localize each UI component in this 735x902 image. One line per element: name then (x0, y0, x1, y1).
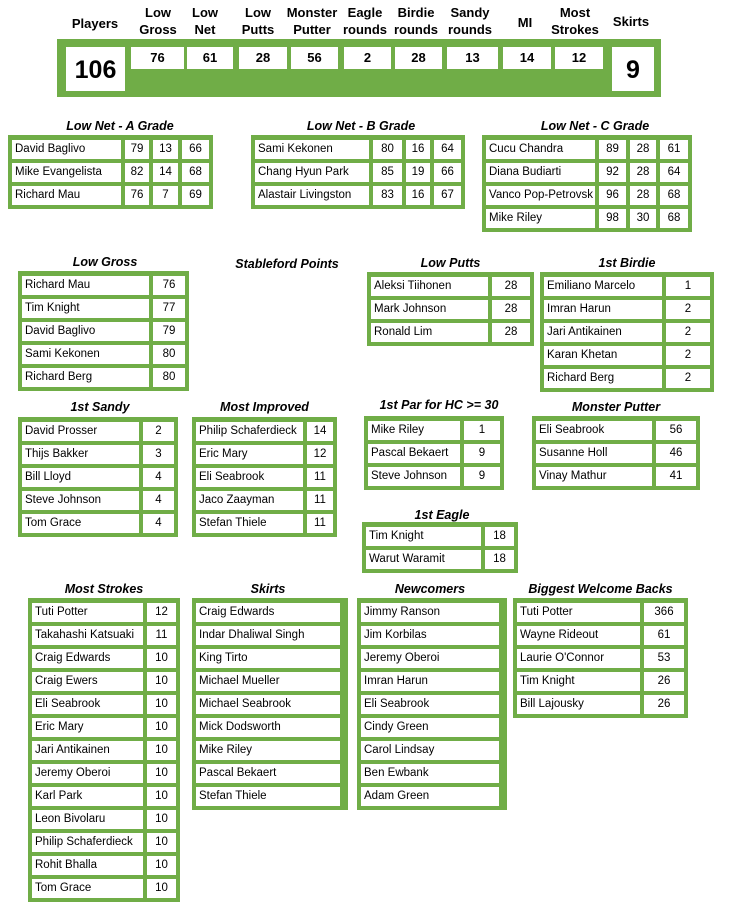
most-strokes-title: Most Strokes (64, 582, 144, 596)
first-eagle-table (362, 522, 518, 573)
table-row (368, 444, 500, 463)
value-cell: 14 (153, 163, 178, 182)
table-row (196, 741, 344, 760)
header-eagle-rounds: Eagle rounds (342, 5, 388, 37)
table-row (196, 445, 333, 464)
player-name-cell: Diana Budiarti (486, 163, 595, 182)
table-row (12, 163, 209, 182)
value-cell: 68 (182, 163, 209, 182)
value-cell: 98 (599, 209, 626, 228)
player-name-cell: Eric Mary (32, 718, 143, 737)
header-monster-putter: Monster Putter (286, 5, 338, 37)
player-name-cell: Rohit Bhalla (32, 856, 143, 875)
player-name-cell: Tom Grace (22, 514, 139, 533)
table-row (361, 695, 503, 714)
table-row (536, 421, 696, 440)
value-cell: 11 (307, 468, 333, 487)
table-row (32, 879, 176, 898)
player-name-cell: Jaco Zaayman (196, 491, 303, 510)
player-name-cell: Richard Berg (544, 369, 662, 388)
player-name-cell: Tim Knight (366, 527, 481, 546)
low-net-a-table (8, 135, 213, 209)
table-row (22, 299, 185, 318)
player-name-cell: Craig Edwards (196, 603, 340, 622)
value-cell: 67 (434, 186, 461, 205)
player-name-cell: Eric Mary (196, 445, 303, 464)
table-row (22, 368, 185, 387)
value-cell: 18 (485, 550, 514, 569)
value-cell: 11 (307, 491, 333, 510)
most-improved-title: Most Improved (220, 400, 309, 414)
stat-skirts: 9 (612, 47, 654, 91)
first-birdie-title: 1st Birdie (598, 256, 656, 270)
player-name-cell: Alastair Livingston (255, 186, 369, 205)
player-name-cell: Jari Antikainen (32, 741, 143, 760)
player-name-cell: Tim Knight (517, 672, 640, 691)
header-low-putts: Low Putts (241, 5, 275, 37)
header-low-net: Low Net (192, 5, 218, 37)
player-name-cell: Mike Evangelista (12, 163, 121, 182)
value-cell: 11 (147, 626, 176, 645)
value-cell: 10 (147, 695, 176, 714)
value-cell: 46 (656, 444, 696, 463)
first-sandy-title: 1st Sandy (70, 400, 130, 414)
player-name-cell: Warut Waramit (366, 550, 481, 569)
player-name-cell: Michael Seabrook (196, 695, 340, 714)
value-cell: 76 (153, 276, 185, 295)
table-row (544, 346, 710, 365)
value-cell: 66 (434, 163, 461, 182)
player-name-cell: Aleksi Tiihonen (371, 277, 488, 296)
table-row (32, 649, 176, 668)
player-name-cell: Bill Lloyd (22, 468, 139, 487)
value-cell: 9 (464, 444, 500, 463)
value-cell: 85 (373, 163, 402, 182)
player-name-cell: Jimmy Ranson (361, 603, 499, 622)
value-cell: 10 (147, 810, 176, 829)
table-row (32, 764, 176, 783)
table-row (544, 300, 710, 319)
table-row (196, 764, 344, 783)
player-name-cell: Chang Hyun Park (255, 163, 369, 182)
player-name-cell: Craig Ewers (32, 672, 143, 691)
table-row (544, 369, 710, 388)
table-row (544, 323, 710, 342)
player-name-cell: Philip Schaferdieck (196, 422, 303, 441)
table-row (32, 856, 176, 875)
stat-low-gross: 76 (131, 47, 184, 69)
table-row (196, 603, 344, 622)
player-name-cell: Mike Riley (196, 741, 340, 760)
value-cell: 79 (153, 322, 185, 341)
table-row (32, 603, 176, 622)
stat-mi: 14 (503, 47, 551, 69)
table-row (22, 345, 185, 364)
player-name-cell: Eli Seabrook (196, 468, 303, 487)
player-name-cell: Stefan Thiele (196, 787, 340, 806)
header-mi: MI (517, 15, 533, 30)
player-name-cell: Mike Riley (368, 421, 460, 440)
table-row (12, 186, 209, 205)
value-cell: 56 (656, 421, 696, 440)
table-row (361, 764, 503, 783)
player-name-cell: Tuti Potter (517, 603, 640, 622)
table-row (32, 741, 176, 760)
table-row (255, 163, 461, 182)
value-cell: 92 (599, 163, 626, 182)
table-row (22, 514, 174, 533)
value-cell: 10 (147, 649, 176, 668)
table-row (361, 626, 503, 645)
first-sandy-table (18, 417, 178, 537)
player-name-cell: Susanne Holl (536, 444, 652, 463)
table-row (32, 833, 176, 852)
table-row (22, 491, 174, 510)
header-sandy-rounds: Sandy rounds (447, 5, 493, 37)
value-cell: 64 (660, 163, 688, 182)
stat-players: 106 (66, 47, 125, 91)
value-cell: 53 (644, 649, 684, 668)
value-cell: 76 (125, 186, 149, 205)
value-cell: 28 (492, 323, 530, 342)
low-net-b-table (251, 135, 465, 209)
value-cell: 61 (644, 626, 684, 645)
stableford-title: Stableford Points (235, 257, 339, 271)
player-name-cell: Bill Lajousky (517, 695, 640, 714)
table-row (32, 695, 176, 714)
value-cell: 28 (492, 300, 530, 319)
player-name-cell: Carol Lindsay (361, 741, 499, 760)
value-cell: 28 (492, 277, 530, 296)
value-cell: 96 (599, 186, 626, 205)
player-name-cell: Emiliano Marcelo (544, 277, 662, 296)
value-cell: 10 (147, 672, 176, 691)
value-cell: 2 (666, 346, 710, 365)
value-cell: 10 (147, 879, 176, 898)
player-name-cell: Eli Seabrook (536, 421, 652, 440)
welcome-backs-title: Biggest Welcome Backs (528, 582, 673, 596)
table-row (196, 422, 333, 441)
low-gross-title: Low Gross (72, 255, 138, 269)
table-row (486, 140, 688, 159)
table-row (196, 672, 344, 691)
player-name-cell: Laurie O'Connor (517, 649, 640, 668)
stat-low-net: 61 (187, 47, 233, 69)
table-row (517, 672, 684, 691)
table-row (371, 277, 530, 296)
value-cell: 9 (464, 467, 500, 486)
value-cell: 89 (599, 140, 626, 159)
table-row (32, 626, 176, 645)
low-net-a-title: Low Net - A Grade (66, 119, 174, 133)
player-name-cell: Cindy Green (361, 718, 499, 737)
value-cell: 2 (666, 369, 710, 388)
newcomers-table (357, 598, 507, 810)
table-row (486, 209, 688, 228)
player-name-cell: Philip Schaferdieck (32, 833, 143, 852)
value-cell: 13 (153, 140, 178, 159)
table-row (196, 626, 344, 645)
table-row (366, 527, 514, 546)
newcomers-title: Newcomers (394, 582, 466, 596)
value-cell: 68 (660, 209, 688, 228)
player-name-cell: Thijs Bakker (22, 445, 139, 464)
stat-most-strokes: 12 (555, 47, 603, 69)
stat-eagle-rounds: 2 (344, 47, 391, 69)
table-row (22, 468, 174, 487)
value-cell: 19 (406, 163, 430, 182)
welcome-backs-table (513, 598, 688, 718)
value-cell: 4 (143, 468, 174, 487)
low-net-b-title: Low Net - B Grade (306, 119, 416, 133)
value-cell: 66 (182, 140, 209, 159)
table-row (196, 787, 344, 806)
table-row (361, 603, 503, 622)
value-cell: 10 (147, 741, 176, 760)
table-row (361, 787, 503, 806)
table-row (517, 695, 684, 714)
stat-sandy-rounds: 13 (447, 47, 498, 69)
value-cell: 30 (630, 209, 656, 228)
header-players: Players (71, 16, 119, 31)
player-name-cell: Karl Park (32, 787, 143, 806)
player-name-cell: Vanco Pop-Petrovsk (486, 186, 595, 205)
player-name-cell: King Tirto (196, 649, 340, 668)
first-par-table (364, 416, 504, 490)
low-putts-title: Low Putts (420, 256, 481, 270)
player-name-cell: Imran Harun (544, 300, 662, 319)
table-row (486, 163, 688, 182)
value-cell: 82 (125, 163, 149, 182)
player-name-cell: Takahashi Katsuaki (32, 626, 143, 645)
value-cell: 28 (630, 186, 656, 205)
player-name-cell: Stefan Thiele (196, 514, 303, 533)
value-cell: 18 (485, 527, 514, 546)
first-birdie-table (540, 272, 714, 392)
player-name-cell: David Prosser (22, 422, 139, 441)
value-cell: 80 (373, 140, 402, 159)
header-low-gross: Low Gross (139, 5, 177, 37)
value-cell: 10 (147, 764, 176, 783)
table-row (22, 422, 174, 441)
table-row (368, 467, 500, 486)
player-name-cell: Vinay Mathur (536, 467, 652, 486)
stat-monster-putter: 56 (291, 47, 338, 69)
table-row (517, 626, 684, 645)
table-row (32, 672, 176, 691)
table-row (255, 140, 461, 159)
value-cell: 10 (147, 718, 176, 737)
player-name-cell: Steve Johnson (368, 467, 460, 486)
low-gross-table (18, 271, 189, 391)
value-cell: 4 (143, 514, 174, 533)
table-row (32, 718, 176, 737)
table-row (536, 444, 696, 463)
table-row (361, 718, 503, 737)
first-eagle-title: 1st Eagle (414, 508, 470, 522)
player-name-cell: Tuti Potter (32, 603, 143, 622)
value-cell: 16 (406, 140, 430, 159)
table-row (196, 514, 333, 533)
value-cell: 79 (125, 140, 149, 159)
value-cell: 12 (307, 445, 333, 464)
value-cell: 10 (147, 833, 176, 852)
most-improved-table (192, 417, 337, 537)
value-cell: 26 (644, 672, 684, 691)
value-cell: 77 (153, 299, 185, 318)
stat-birdie-rounds: 28 (395, 47, 442, 69)
table-row (196, 468, 333, 487)
low-net-c-table (482, 135, 692, 232)
player-name-cell: Sami Kekonen (22, 345, 149, 364)
value-cell: 80 (153, 345, 185, 364)
table-row (361, 649, 503, 668)
value-cell: 4 (143, 491, 174, 510)
player-name-cell: Mick Dodsworth (196, 718, 340, 737)
player-name-cell: Michael Mueller (196, 672, 340, 691)
value-cell: 28 (630, 163, 656, 182)
player-name-cell: Ronald Lim (371, 323, 488, 342)
player-name-cell: Karan Khetan (544, 346, 662, 365)
player-name-cell: Pascal Bekaert (368, 444, 460, 463)
low-net-c-title: Low Net - C Grade (540, 119, 650, 133)
table-row (368, 421, 500, 440)
table-row (32, 810, 176, 829)
player-name-cell: Eli Seabrook (361, 695, 499, 714)
player-name-cell: Richard Mau (22, 276, 149, 295)
monster-putter-title: Monster Putter (571, 400, 661, 414)
value-cell: 61 (660, 140, 688, 159)
table-row (196, 695, 344, 714)
value-cell: 2 (666, 300, 710, 319)
player-name-cell: David Baglivo (22, 322, 149, 341)
table-row (517, 649, 684, 668)
player-name-cell: Jeremy Oberoi (361, 649, 499, 668)
table-row (12, 140, 209, 159)
player-name-cell: Adam Green (361, 787, 499, 806)
player-name-cell: Craig Edwards (32, 649, 143, 668)
player-name-cell: Leon Bivolaru (32, 810, 143, 829)
player-name-cell: Jari Antikainen (544, 323, 662, 342)
low-putts-table (367, 272, 534, 346)
table-row (361, 672, 503, 691)
table-row (517, 603, 684, 622)
header-skirts: Skirts (612, 14, 650, 29)
value-cell: 80 (153, 368, 185, 387)
skirts-table (192, 598, 348, 810)
table-row (536, 467, 696, 486)
table-row (255, 186, 461, 205)
player-name-cell: Wayne Rideout (517, 626, 640, 645)
player-name-cell: Indar Dhaliwal Singh (196, 626, 340, 645)
player-name-cell: Jim Korbilas (361, 626, 499, 645)
value-cell: 3 (143, 445, 174, 464)
value-cell: 28 (630, 140, 656, 159)
player-name-cell: David Baglivo (12, 140, 121, 159)
player-name-cell: Pascal Bekaert (196, 764, 340, 783)
player-name-cell: Richard Mau (12, 186, 121, 205)
value-cell: 2 (666, 323, 710, 342)
table-row (371, 323, 530, 342)
value-cell: 14 (307, 422, 333, 441)
value-cell: 10 (147, 856, 176, 875)
player-name-cell: Ben Ewbank (361, 764, 499, 783)
player-name-cell: Steve Johnson (22, 491, 139, 510)
value-cell: 1 (464, 421, 500, 440)
value-cell: 26 (644, 695, 684, 714)
player-name-cell: Tim Knight (22, 299, 149, 318)
table-row (196, 491, 333, 510)
player-name-cell: Cucu Chandra (486, 140, 595, 159)
value-cell: 69 (182, 186, 209, 205)
player-name-cell: Imran Harun (361, 672, 499, 691)
player-name-cell: Mark Johnson (371, 300, 488, 319)
player-name-cell: Sami Kekonen (255, 140, 369, 159)
header-birdie-rounds: Birdie rounds (393, 5, 439, 37)
table-row (196, 649, 344, 668)
value-cell: 83 (373, 186, 402, 205)
table-row (366, 550, 514, 569)
stat-low-putts: 28 (239, 47, 287, 69)
value-cell: 2 (143, 422, 174, 441)
player-name-cell: Richard Berg (22, 368, 149, 387)
skirts-title: Skirts (250, 582, 286, 596)
player-name-cell: Jeremy Oberoi (32, 764, 143, 783)
table-row (544, 277, 710, 296)
player-name-cell: Mike Riley (486, 209, 595, 228)
table-row (22, 322, 185, 341)
value-cell: 12 (147, 603, 176, 622)
header-most-strokes: Most Strokes (551, 5, 599, 37)
value-cell: 16 (406, 186, 430, 205)
table-row (22, 445, 174, 464)
first-par-title: 1st Par for HC >= 30 (379, 398, 499, 412)
value-cell: 11 (307, 514, 333, 533)
table-row (32, 787, 176, 806)
value-cell: 10 (147, 787, 176, 806)
table-row (361, 741, 503, 760)
table-row (486, 186, 688, 205)
value-cell: 1 (666, 277, 710, 296)
table-row (196, 718, 344, 737)
most-strokes-table (28, 598, 180, 902)
player-name-cell: Tom Grace (32, 879, 143, 898)
value-cell: 68 (660, 186, 688, 205)
table-row (22, 276, 185, 295)
table-row (371, 300, 530, 319)
player-name-cell: Eli Seabrook (32, 695, 143, 714)
monster-putter-table (532, 416, 700, 490)
value-cell: 7 (153, 186, 178, 205)
value-cell: 64 (434, 140, 461, 159)
value-cell: 366 (644, 603, 684, 622)
value-cell: 41 (656, 467, 696, 486)
